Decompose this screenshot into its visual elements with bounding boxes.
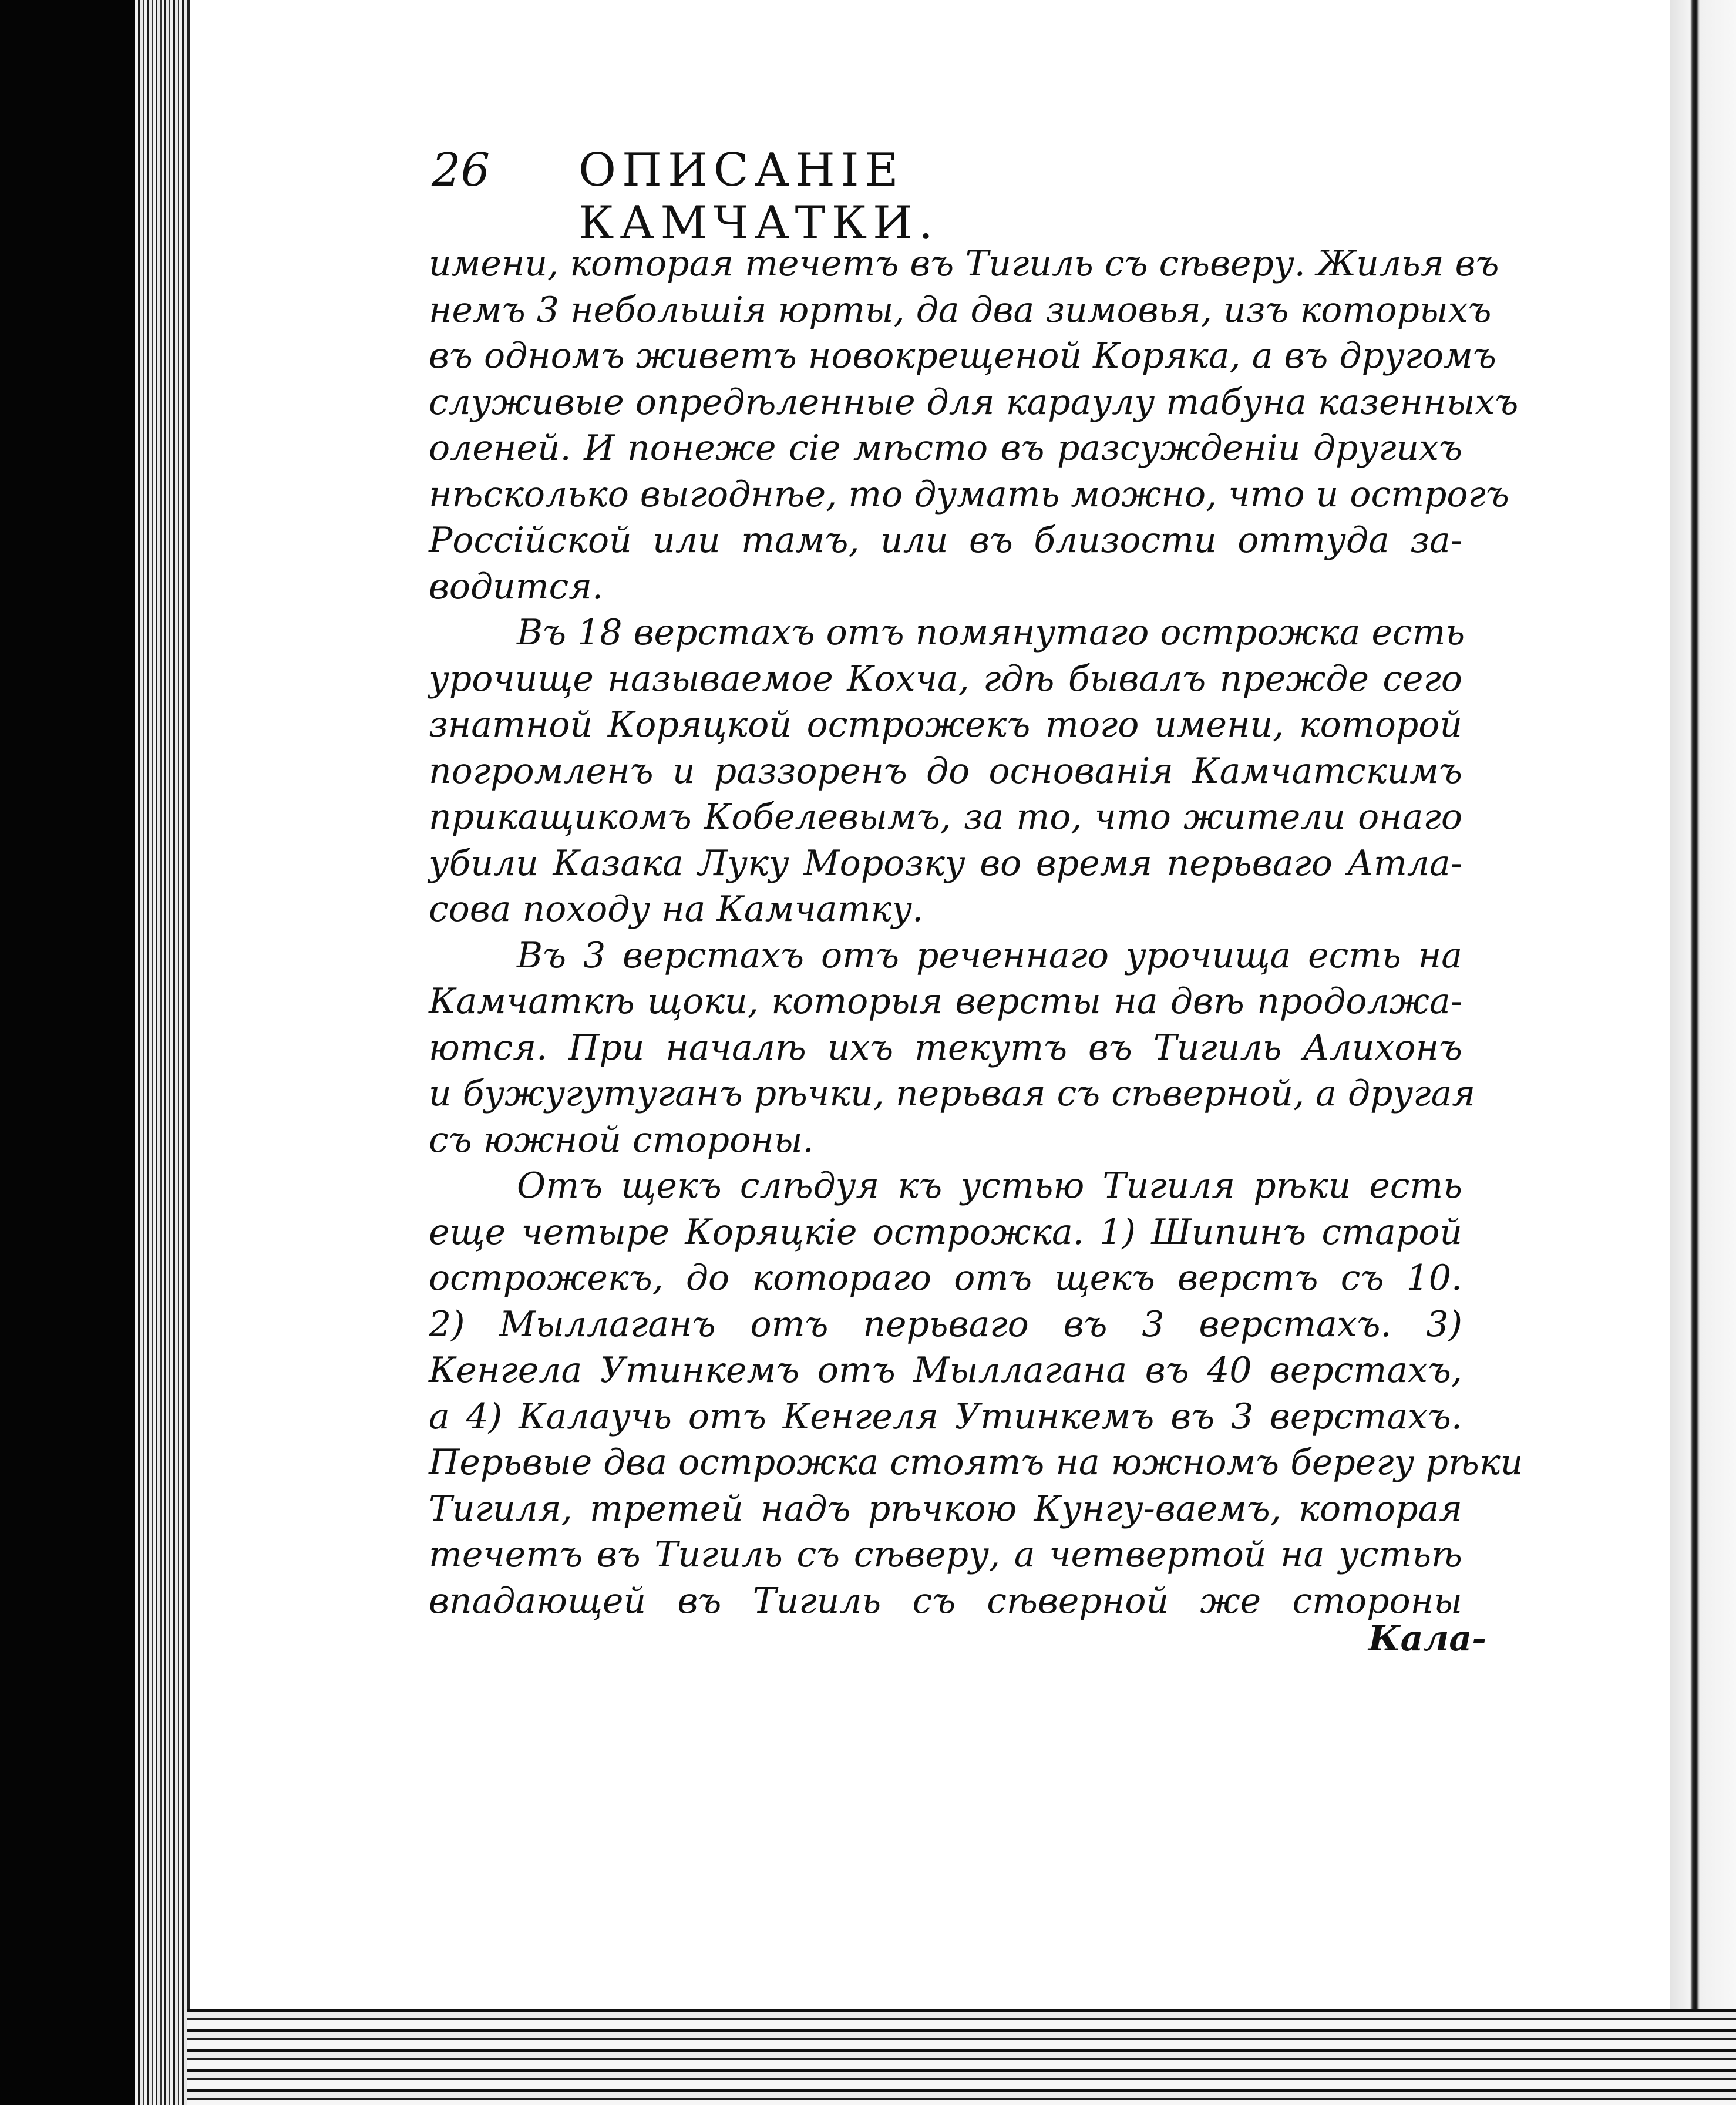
text-line: съ южной стороны. bbox=[429, 1119, 814, 1161]
text-line: Россійской или тамъ, или въ близости оттуда за- bbox=[429, 520, 1462, 561]
text-line: и бужугутуганъ рѣчки, перьвая съ сѣверной, а другая bbox=[429, 1073, 1476, 1114]
text-line: знатной Коряцкой острожекъ того имени, которой bbox=[429, 704, 1462, 745]
paragraph-2 bbox=[429, 610, 1465, 933]
text-line: Камчаткѣ щоки, которыя версты на двѣ продолжа- bbox=[429, 981, 1462, 1022]
text-line: 2) Мыллаганъ отъ перьваго въ 3 верстахъ. 3) bbox=[429, 1303, 1462, 1345]
text-line: острожекъ, до котораго отъ щекъ верстъ съ 10. bbox=[429, 1257, 1462, 1299]
text-line: имени, которая течетъ въ Тигиль съ сѣверу. Жилья въ bbox=[429, 243, 1499, 284]
text-line: Въ 18 верстахъ отъ помянутаго острожка есть bbox=[517, 612, 1465, 653]
paragraph-4 bbox=[429, 1163, 1523, 1624]
page-bottom-edges bbox=[187, 2009, 1736, 2105]
text-line: Въ 3 верстахъ отъ реченнаго урочища есть на bbox=[517, 934, 1462, 976]
page-title: ОПИСАНІЕ КАМЧАТКИ. bbox=[578, 144, 939, 250]
text-line: Перьвые два острожка стоятъ на южномъ берегу рѣки bbox=[429, 1442, 1523, 1483]
running-head bbox=[432, 144, 1271, 250]
text-line: погромленъ и раззоренъ до основанія Камчатскимъ bbox=[429, 750, 1462, 792]
text-line: оленей. И понеже сіе мѣсто въ разсужденіи другихъ bbox=[429, 428, 1462, 469]
text-line: прикащикомъ Кобелевымъ, за то, что жители онаго bbox=[429, 796, 1462, 838]
text-line: въ одномъ живетъ новокрещеной Коряка, а въ другомъ bbox=[429, 335, 1496, 376]
text-line: а 4) Калаучь отъ Кенгеля Утинкемъ въ 3 верстахъ. bbox=[429, 1396, 1462, 1437]
text-line: Кенгела Утинкемъ отъ Мыллагана въ 40 верстахъ, bbox=[429, 1350, 1462, 1391]
text-line: ются. При началѣ ихъ текутъ въ Тигиль Алихонъ bbox=[429, 1027, 1462, 1068]
scan-right-border bbox=[1667, 0, 1736, 2105]
text-line: впадающей въ Тигиль съ сѣверной же стороны bbox=[429, 1580, 1462, 1622]
paragraph-1 bbox=[429, 241, 1519, 610]
text-line: убили Казака Луку Морозку во время перьваго Атла- bbox=[429, 842, 1462, 884]
catchword: Кала- bbox=[1368, 1618, 1487, 1659]
text-line: еще четыре Коряцкіе острожка. 1) Шипинъ старой bbox=[429, 1211, 1462, 1253]
text-line: нѣсколько выгоднѣе, то думать можно, что и острогъ bbox=[429, 473, 1509, 515]
text-line: Отъ щекъ слѣдуя къ устью Тигиля рѣки есть bbox=[517, 1165, 1462, 1206]
text-line: Тигиля, третей надъ рѣчкою Кунгу-ваемъ, которая bbox=[429, 1488, 1462, 1529]
text-line: течетъ въ Тигиль съ сѣверу, а четвертой на устьѣ bbox=[429, 1534, 1462, 1575]
text-line: водится. bbox=[429, 566, 604, 607]
page-stack-edges bbox=[135, 0, 194, 2105]
body-text bbox=[429, 241, 1523, 1624]
scan-left-border bbox=[0, 0, 147, 2105]
paragraph-3 bbox=[429, 933, 1476, 1164]
text-line: сова походу на Камчатку. bbox=[429, 889, 924, 930]
text-line: служивые опредѣленные для караулу табуна казенныхъ bbox=[429, 381, 1519, 423]
text-line: урочище называемое Кохча, гдѣ бывалъ прежде сего bbox=[429, 658, 1462, 700]
text-line: немъ 3 небольшія юрты, да два зимовья, изъ которыхъ bbox=[429, 289, 1492, 331]
page-number: 26 bbox=[432, 144, 490, 197]
